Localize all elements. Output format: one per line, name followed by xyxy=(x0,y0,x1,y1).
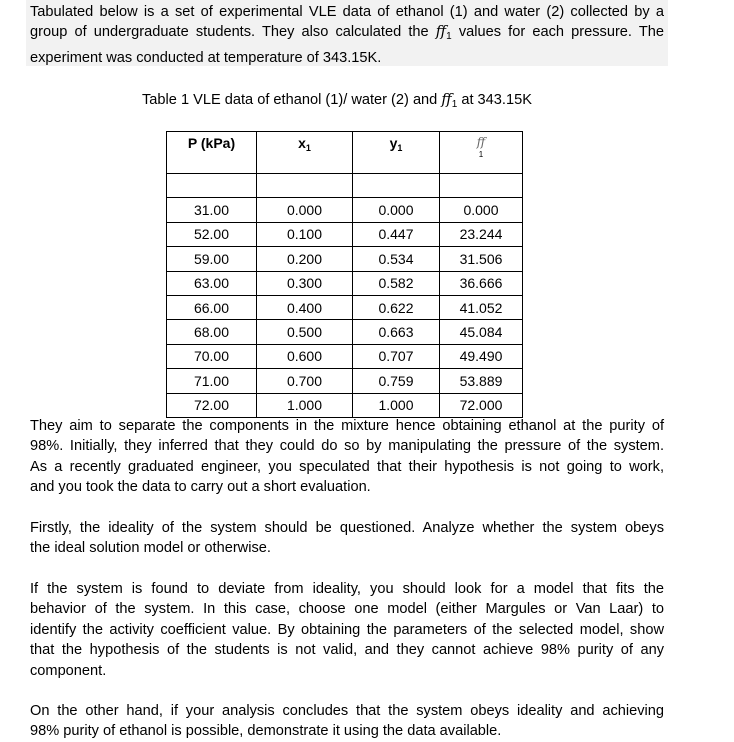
table-cell: 23.244 xyxy=(440,222,523,246)
ff-subscript: 1 xyxy=(446,31,452,43)
caption-before: Table 1 VLE data of ethanol (1)/ water (2) and xyxy=(142,92,438,108)
table-cell: 0.534 xyxy=(353,247,440,271)
header-y-sub: 1 xyxy=(397,143,403,153)
caption-ff-subscript: 1 xyxy=(451,99,458,110)
table-cell: 66.00 xyxy=(167,295,257,319)
header-x-sub: 1 xyxy=(305,143,311,153)
table-row xyxy=(167,320,523,344)
paragraph-1 xyxy=(30,416,664,498)
p3-line-3: identify the activity coefficient value. By obtaining the parameters of the selected model, show xyxy=(30,621,664,638)
header-pressure: P (kPa) xyxy=(167,132,257,174)
header-ff-label: ff xyxy=(476,135,486,149)
table-cell: 0.582 xyxy=(353,271,440,295)
header-y1 xyxy=(353,132,440,174)
spacer-cell xyxy=(167,174,257,198)
table-cell: 0.622 xyxy=(353,295,440,319)
header-y-label: y xyxy=(389,135,398,151)
table-cell: 0.000 xyxy=(440,198,523,222)
table-cell: 52.00 xyxy=(167,222,257,246)
table-cell: 0.100 xyxy=(257,222,353,246)
table-cell: 72.00 xyxy=(167,393,257,417)
table-cell: 0.000 xyxy=(353,198,440,222)
table-row xyxy=(167,222,523,246)
table-row xyxy=(167,344,523,368)
ff-symbol: ff xyxy=(435,23,447,41)
header-x1 xyxy=(257,132,353,174)
p2-line-2: the ideal solution model or otherwise. xyxy=(30,540,271,557)
table-cell: 63.00 xyxy=(167,271,257,295)
p3-line-1: If the system is found to deviate from ideality, you should look for a model that fits the xyxy=(30,581,664,597)
table-cell: 59.00 xyxy=(167,247,257,271)
table-cell: 53.889 xyxy=(440,369,523,393)
table-caption xyxy=(142,91,532,110)
table-cell: 72.000 xyxy=(440,393,523,417)
table-cell: 31.00 xyxy=(167,198,257,222)
caption-ff-symbol: ff xyxy=(441,91,452,108)
table-row xyxy=(167,247,523,271)
intro-line-3: experiment was conducted at temperature of 343.15K. xyxy=(30,49,382,66)
p3-line-5: component. xyxy=(30,662,107,679)
table-cell: 0.500 xyxy=(257,320,353,344)
table-cell: 31.506 xyxy=(440,247,523,271)
spacer-cell xyxy=(257,174,353,198)
intro-paragraph xyxy=(30,2,664,68)
intro-line-2 xyxy=(30,22,664,47)
p1-line-4: and you took the data to carry out a short evaluation. xyxy=(30,479,371,496)
paragraph-2 xyxy=(30,518,664,559)
table-cell: 0.707 xyxy=(353,344,440,368)
paragraph-4 xyxy=(30,701,664,742)
intro-line-1: Tabulated below is a set of experimental VLE data of ethanol (1) and water (2) collected by a xyxy=(30,4,664,20)
table-cell: 71.00 xyxy=(167,369,257,393)
table-cell: 1.000 xyxy=(257,393,353,417)
table-spacer-row xyxy=(167,174,523,198)
table-cell: 36.666 xyxy=(440,271,523,295)
intro-line-2a: group of undergraduate students. They also calculated the xyxy=(30,24,429,41)
table-cell: 0.663 xyxy=(353,320,440,344)
table-cell: 0.400 xyxy=(257,295,353,319)
header-x-label: x xyxy=(298,135,306,151)
header-ff1 xyxy=(440,132,523,174)
table-row xyxy=(167,295,523,319)
table-row xyxy=(167,393,523,417)
intro-line-2b: values for each pressure. The xyxy=(458,24,664,41)
p2-line-1: Firstly, the ideality of the system should be questioned. Analyze whether the system obeys xyxy=(30,520,664,536)
table-cell: 49.490 xyxy=(440,344,523,368)
table-cell: 0.700 xyxy=(257,369,353,393)
table-cell: 0.600 xyxy=(257,344,353,368)
table-row xyxy=(167,369,523,393)
p1-line-2: 98%. Initially, they inferred that they could do so by manipulating the pressure of the system. xyxy=(30,438,664,455)
table-row xyxy=(167,198,523,222)
table-row xyxy=(167,271,523,295)
p4-line-2: 98% purity of ethanol is possible, demonstrate it using the data available. xyxy=(30,723,502,740)
paragraph-3 xyxy=(30,579,664,681)
table-cell: 68.00 xyxy=(167,320,257,344)
table-cell: 0.300 xyxy=(257,271,353,295)
table-cell: 41.052 xyxy=(440,295,523,319)
p4-line-1: On the other hand, if your analysis concludes that the system obeys ideality and achieving xyxy=(30,703,664,719)
table-cell: 70.00 xyxy=(167,344,257,368)
caption-after: at 343.15K xyxy=(461,92,532,108)
table-cell: 0.000 xyxy=(257,198,353,222)
p3-line-4: that the hypothesis of the students is not valid, and they cannot achieve 98% purity of any xyxy=(30,642,664,659)
spacer-cell xyxy=(440,174,523,198)
table-header-row xyxy=(167,132,523,174)
spacer-cell xyxy=(353,174,440,198)
table-cell: 0.447 xyxy=(353,222,440,246)
table-cell: 1.000 xyxy=(353,393,440,417)
p1-line-1: They aim to separate the components in the mixture hence obtaining ethanol at the purity of xyxy=(30,418,664,434)
vle-data-table xyxy=(166,131,523,418)
p1-line-3: As a recently graduated engineer, you speculated that their hypothesis is not going to work, xyxy=(30,458,664,475)
table-cell: 0.200 xyxy=(257,247,353,271)
p3-line-2: behavior of the system. In this case, choose one model (either Margules or Van Laar) to xyxy=(30,601,664,618)
header-ff-sub: 1 xyxy=(478,150,484,159)
table-cell: 45.084 xyxy=(440,320,523,344)
table-cell: 0.759 xyxy=(353,369,440,393)
